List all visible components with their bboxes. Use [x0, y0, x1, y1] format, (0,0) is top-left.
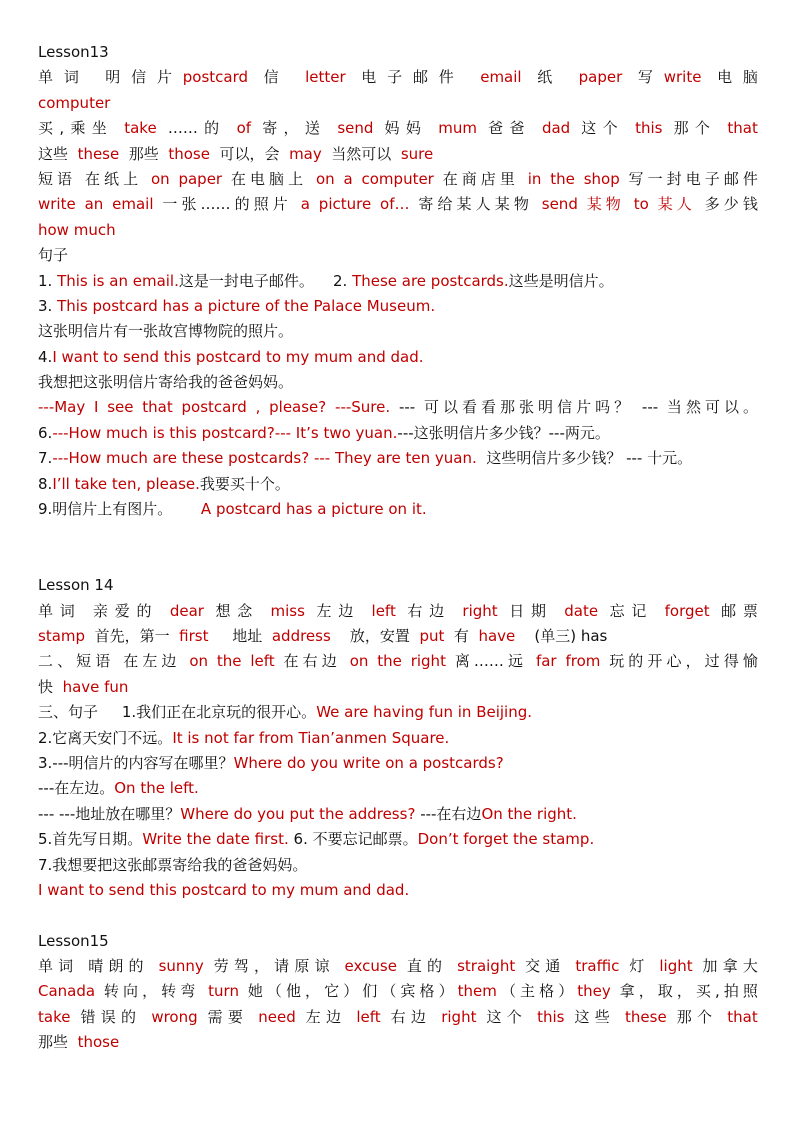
text-segment: --- ---地址放在哪里？: [38, 804, 181, 823]
lesson14-sentence-3: [38, 751, 758, 776]
spacer: [38, 522, 758, 573]
text-segment: postcard: [182, 68, 249, 87]
text-segment: 6.: [38, 423, 53, 442]
text-segment: 9.明信片上有图片。: [38, 500, 173, 519]
text-segment: 电子邮件: [361, 68, 465, 87]
text-segment: to: [633, 195, 649, 214]
text-segment: 寄，送: [262, 119, 327, 138]
text-segment: 可以，会: [219, 144, 280, 163]
text-segment: Where do you write on a postcards?: [233, 753, 504, 772]
lesson13-sentence-4-cn: 我想把这张明信片寄给我的爸爸妈妈。: [38, 373, 294, 392]
text-segment: 想念: [215, 601, 259, 620]
text-segment: need: [258, 1007, 296, 1026]
text-segment: Don’t forget the stamp.: [417, 830, 595, 849]
text-segment: 在右边: [283, 652, 341, 671]
lesson15-title: Lesson15: [38, 931, 109, 950]
text-segment: 她（他，它）们（宾格）: [247, 982, 458, 1001]
text-segment: 玩的开心，过得愉: [609, 652, 758, 671]
lesson14-sentence-7-answer: [38, 878, 758, 903]
text-segment: wrong: [151, 1007, 198, 1026]
text-segment: sunny: [158, 957, 204, 976]
text-segment: ---在左边。: [38, 779, 115, 798]
text-segment: Where do you put the address?: [180, 804, 416, 823]
lesson15-words-line-4: [38, 1030, 758, 1055]
lesson13-title: Lesson13: [38, 43, 109, 61]
lesson14-sentence-1: [38, 700, 758, 725]
text-segment: 日期: [509, 601, 553, 620]
text-segment: this: [537, 1007, 565, 1026]
lesson14-sentence-5-6: [38, 827, 758, 852]
text-segment: that: [727, 1007, 758, 1026]
text-segment: letter: [305, 68, 346, 87]
text-segment: 单词: [38, 68, 90, 87]
text-segment: take: [38, 1007, 71, 1026]
text-segment: write: [663, 68, 702, 87]
text-segment: put: [419, 627, 445, 645]
text-segment: may: [289, 144, 322, 163]
text-segment: ---How much are these postcards? --- They are ten yuan.: [52, 449, 477, 468]
lesson15-words-line-1: [38, 954, 758, 979]
text-segment: sure: [400, 144, 434, 163]
lesson13-words-line-1: [38, 65, 758, 90]
lesson13-sentence-4: [38, 345, 758, 370]
text-segment: 错误的: [80, 1007, 142, 1026]
text-segment: 离……远: [454, 652, 528, 671]
text-segment: date: [564, 601, 599, 620]
text-segment: those: [77, 1033, 120, 1052]
text-segment: dad: [541, 119, 571, 138]
text-segment: 地址: [232, 627, 263, 645]
text-segment: right: [462, 601, 498, 620]
text-segment: 寄给某人某物: [418, 195, 533, 214]
lesson15-words-line-2: [38, 979, 758, 1004]
text-segment: on the right: [349, 652, 446, 671]
lesson13-sentence-8: [38, 472, 758, 497]
text-segment: 那个: [673, 119, 717, 138]
text-segment: first: [179, 627, 209, 645]
document-page: [38, 40, 758, 1056]
text-segment: 8.: [38, 474, 53, 493]
text-segment: 爸爸: [488, 119, 531, 138]
text-segment: light: [659, 957, 693, 976]
text-segment: email: [480, 68, 522, 87]
text-segment: 快: [38, 677, 54, 696]
text-segment: 买,乘坐: [38, 119, 114, 138]
text-segment: of: [236, 119, 252, 138]
text-segment: Write the date first.: [142, 830, 289, 849]
text-segment: 2.它离天安门不远。: [38, 728, 173, 747]
text-segment: 这些: [574, 1007, 615, 1026]
text-segment: send: [541, 195, 578, 214]
text-segment: This is an email.: [57, 271, 179, 290]
text-segment: 亲爱的: [93, 601, 159, 620]
text-segment: （主格）: [496, 982, 578, 1001]
text-segment: 二、短语: [38, 652, 115, 671]
text-segment: these: [77, 144, 120, 163]
text-segment: 明信片: [105, 68, 183, 87]
text-segment: has: [580, 627, 608, 645]
text-segment: 交通: [525, 957, 566, 976]
lesson13-phrases-line-2: [38, 192, 758, 217]
text-segment: 5.首先写日期。: [38, 830, 143, 849]
lesson13-sentence-1-2: [38, 269, 758, 294]
text-segment: on paper: [150, 169, 223, 188]
text-segment: 7.: [38, 449, 53, 468]
text-segment: 这是一封电子邮件。: [178, 271, 314, 290]
lesson13-sentences-heading: 句子: [38, 246, 69, 265]
lesson13-words-line-3: [38, 116, 758, 141]
text-segment: 左边: [316, 601, 360, 620]
text-segment: on a computer: [315, 169, 434, 188]
text-segment: 三、句子: [38, 703, 99, 722]
text-segment: I want to send this postcard to my mum and dad.: [38, 880, 410, 899]
text-segment: on the left: [189, 652, 275, 671]
lesson13-phrases-line-1: [38, 167, 758, 192]
text-segment: 在纸上: [84, 169, 143, 188]
lesson13-sentence-6: [38, 421, 758, 446]
text-segment: right: [441, 1007, 477, 1026]
text-segment: this: [635, 119, 663, 138]
text-segment: ---在右边: [420, 804, 482, 823]
text-segment: 右边: [390, 1007, 432, 1026]
text-segment: It is not far from Tian’anmen Square.: [172, 728, 450, 747]
text-segment: a picture of…: [300, 195, 410, 214]
text-segment: Canada: [38, 982, 96, 1001]
lesson13-sentence-9: [38, 497, 758, 522]
text-segment: in the shop: [527, 169, 620, 188]
text-segment: 一张……的照片: [162, 195, 292, 214]
text-segment: 加拿大: [702, 957, 758, 976]
text-segment: I’ll take ten, please.: [52, 474, 200, 493]
text-segment: 多少钱: [704, 195, 758, 214]
text-segment: 4.: [38, 347, 53, 366]
text-segment: far from: [535, 652, 601, 671]
text-segment: (单三): [534, 627, 577, 645]
text-segment: turn: [208, 982, 239, 1001]
text-segment: 信: [263, 68, 290, 87]
text-segment: left: [371, 601, 396, 620]
text-segment: left: [356, 1007, 381, 1026]
text-segment: 2.: [332, 271, 348, 290]
text-segment: 放，安置: [349, 627, 410, 645]
text-segment: 6. 不要忘记邮票。: [293, 830, 418, 849]
lesson15-words-line-3: [38, 1005, 758, 1030]
lesson13-phrases-line-3: [38, 218, 758, 243]
lesson14-phrases-line-2: [38, 675, 758, 700]
text-segment: ---这张明信片多少钱？---两元。: [397, 423, 610, 442]
text-segment: address: [271, 627, 331, 645]
text-segment: 妈妈: [384, 119, 428, 138]
text-segment: 在电脑上: [230, 169, 308, 188]
text-segment: 这些: [38, 144, 69, 163]
text-segment: ---May I see that postcard , please? ---Sure.: [38, 398, 391, 417]
text-segment: have fun: [62, 677, 129, 696]
text-segment: mum: [438, 119, 478, 138]
text-segment: We are having fun in Beijing.: [316, 703, 533, 722]
text-segment: 那些: [128, 144, 159, 163]
text-segment: These are postcards.: [352, 271, 509, 290]
text-segment: ---How much is this postcard?--- It’s two yuan.: [52, 423, 398, 442]
text-segment: excuse: [344, 957, 397, 976]
text-segment: computer: [38, 93, 111, 112]
lesson14-words-line-1: [38, 599, 758, 624]
text-segment: 这些明信片多少钱？ --- 十元。: [486, 449, 693, 468]
text-segment: 这个: [486, 1007, 528, 1026]
text-segment: 那个: [676, 1007, 718, 1026]
text-segment: 首先，第一: [94, 627, 170, 645]
text-segment: 转向，转弯: [103, 982, 200, 1001]
lesson14-title: Lesson 14: [38, 576, 114, 595]
text-segment: take: [124, 119, 157, 138]
text-segment: 在商店里: [442, 169, 519, 188]
text-segment: miss: [270, 601, 305, 620]
lesson13-sentence-5: [38, 395, 758, 420]
text-segment: 3.: [38, 296, 53, 315]
text-segment: 写: [637, 68, 664, 87]
text-segment: 单词: [38, 601, 82, 620]
text-segment: 在左边: [123, 652, 181, 671]
text-segment: I want to send this postcard to my mum and dad.: [52, 347, 424, 366]
text-segment: 1.: [38, 271, 53, 290]
text-segment: 1.我们正在北京玩的很开心。: [121, 703, 317, 722]
text-segment: 3.---明信片的内容写在哪里？: [38, 753, 234, 772]
text-segment: they: [577, 982, 611, 1001]
text-segment: write an email: [38, 195, 154, 214]
text-segment: A postcard has a picture on it.: [200, 500, 427, 519]
lesson14-sentence-3-answer: [38, 776, 758, 801]
text-segment: 这些是明信片。: [508, 271, 614, 290]
text-segment: 忘记: [609, 601, 654, 620]
text-segment: 电脑: [717, 68, 758, 87]
text-segment: 某物: [586, 195, 625, 214]
lesson14-sentence-7: 7.我想要把这张邮票寄给我的爸爸妈妈。: [38, 855, 308, 874]
text-segment: send: [337, 119, 374, 138]
spacer: [38, 903, 758, 928]
text-segment: paper: [578, 68, 623, 87]
lesson14-phrases-line-1: [38, 649, 758, 674]
text-segment: 单词: [38, 957, 79, 976]
text-segment: 我要买十个。: [199, 474, 290, 493]
text-segment: On the left.: [114, 779, 199, 798]
text-segment: that: [727, 119, 758, 138]
text-segment: 当然可以: [331, 144, 392, 163]
lesson14-words-line-2: [38, 624, 758, 649]
text-segment: 写一封电子邮件: [628, 169, 758, 188]
text-segment: traffic: [575, 957, 620, 976]
text-segment: 那些: [38, 1033, 69, 1052]
text-segment: how much: [38, 220, 116, 239]
text-segment: have: [478, 627, 516, 645]
text-segment: them: [457, 982, 497, 1001]
text-segment: 短语: [38, 169, 77, 188]
text-segment: 晴朗的: [88, 957, 149, 976]
text-segment: 纸: [537, 68, 564, 87]
text-segment: 右边: [407, 601, 451, 620]
text-segment: 灯: [629, 957, 650, 976]
text-segment: 有: [453, 627, 469, 645]
lesson13-sentence-3-cn: 这张明信片有一张故宫博物院的照片。: [38, 322, 294, 341]
lesson14-sentence-4: [38, 802, 758, 827]
lesson13-sentence-7: [38, 446, 758, 471]
lesson13-sentence-3: [38, 294, 758, 319]
text-segment: 左边: [305, 1007, 347, 1026]
text-segment: 这个: [581, 119, 624, 138]
text-segment: stamp: [38, 627, 86, 645]
lesson14-sentence-2: [38, 726, 758, 751]
text-segment: This postcard has a picture of the Palace Museum.: [57, 296, 436, 315]
text-segment: 直的: [406, 957, 448, 976]
text-segment: these: [625, 1007, 667, 1026]
text-segment: 需要: [207, 1007, 249, 1026]
text-segment: straight: [457, 957, 516, 976]
text-segment: 拿，取，买,拍照: [619, 982, 758, 1001]
text-segment: 邮票: [721, 601, 758, 620]
text-segment: 某人: [657, 195, 696, 214]
text-segment: dear: [169, 601, 204, 620]
text-segment: forget: [664, 601, 710, 620]
lesson13-words-line-4: [38, 142, 758, 167]
lesson13-words-line-2: [38, 91, 758, 116]
text-segment: those: [168, 144, 210, 163]
text-segment: ……的: [167, 119, 226, 138]
text-segment: 劳驾，请原谅: [213, 957, 335, 976]
text-segment: On the right.: [481, 804, 577, 823]
text-segment: --- 可以看看那张明信片吗？ --- 当然可以。: [398, 398, 758, 417]
